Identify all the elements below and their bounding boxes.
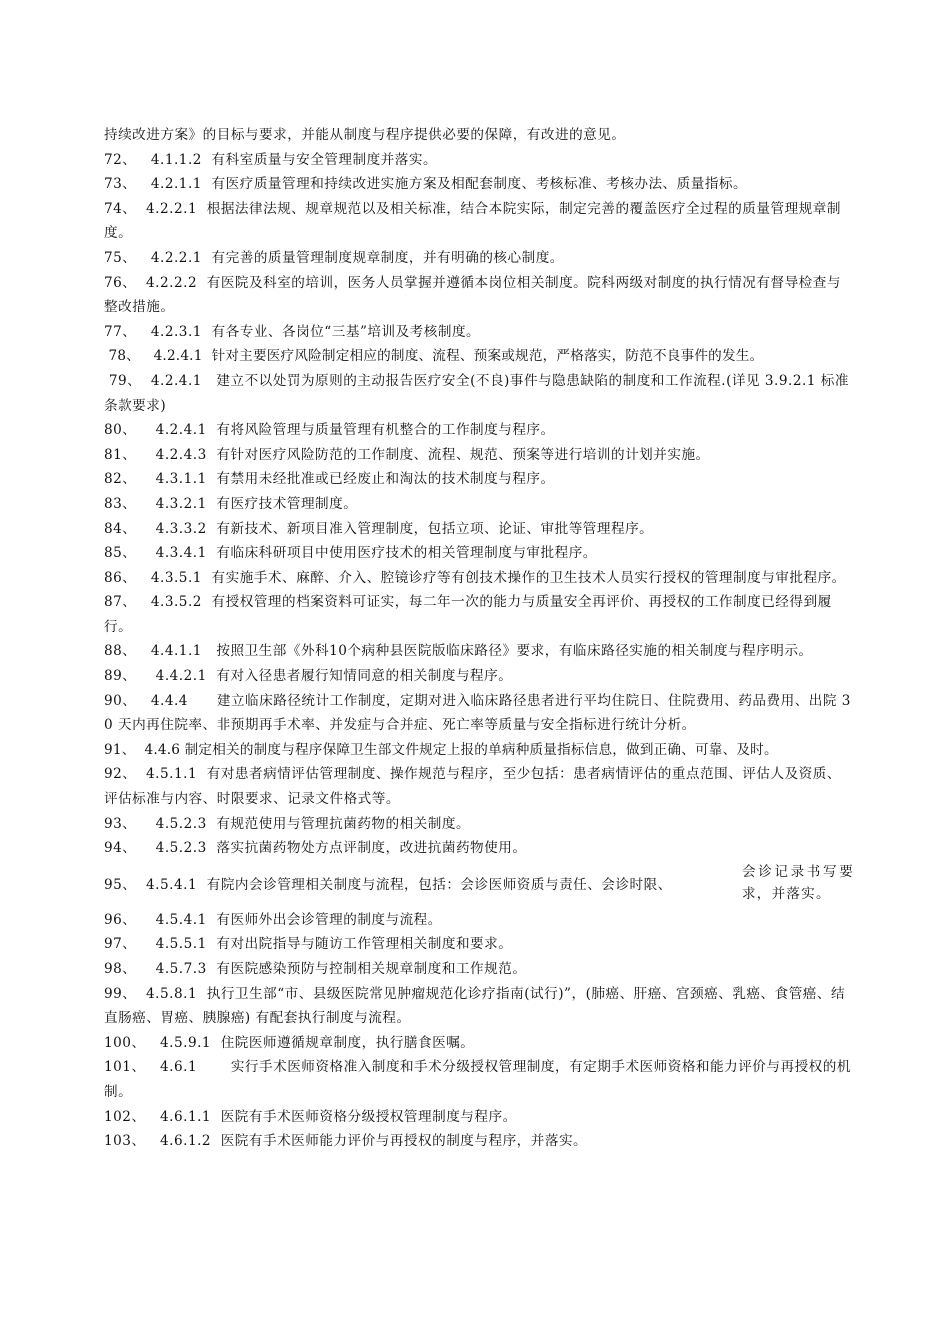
text-line: 91、 4.4.6 制定相关的制度与程序保障卫生部文件规定上报的单病种质量指标信息，做到正确、可靠、及时。: [104, 741, 778, 758]
text-line: 101、 4.6.1 实行手术医师资格准入制度和手术分级授权管理制度，有定期手术医师资格和能力评价与再授权的机制。: [104, 1059, 851, 1100]
text-line: 103、 4.6.1.2 医院有手术医师能力评价与再授权的制度与程序，并落实。: [104, 1133, 588, 1150]
text-line: 79、 4.2.4.1 建立不以处罚为原则的主动报告医疗安全(不良)事件与隐患缺陷的制度和工作流程.(详见 3.9.2.1 标准条款要求): [104, 372, 849, 414]
text-line-95: [104, 865, 852, 905]
text-line: 89、 4.4.2.1 有对入径患者履行知情同意的相关制度与程序。: [104, 668, 513, 685]
text-line: 76、 4.2.2.2 有医院及科室的培训，医务人员掌握并遵循本岗位相关制度。院科两级对制度的执行情况有督导检查与整改措施。: [104, 274, 841, 316]
text-line: 97、 4.5.5.1 有对出院指导与随访工作管理相关制度和要求。: [104, 936, 513, 953]
text-line: 99、 4.5.8.1 执行卫生部“市、县级医院常见肿瘤规范化诊疗指南(试行)”，(肺癌、肝癌、宫颈癌、乳癌、食管癌、结直肠癌、胃癌、胰腺癌) 有配套执行制度与流程。: [104, 985, 846, 1027]
text-line: 94、 4.5.2.3 落实抗菌药物处方点评制度，改进抗菌药物使用。: [104, 840, 527, 857]
text-line: 持续改进方案》的目标与要求，并能从制度与程序提供必要的保障，有改进的意见。: [104, 127, 626, 143]
text-line: 85、 4.3.4.1 有临床科研项目中使用医疗技术的相关管理制度与审批程序。: [104, 545, 597, 562]
text-line: 75、 4.2.2.1 有完善的质量管理制度规章制度，并有明确的核心制度。: [104, 249, 564, 266]
text-line: 72、 4.1.1.2 有科室质量与安全管理制度并落实。: [104, 151, 438, 168]
text-line: 84、 4.3.3.2 有新技术、新项目准入管理制度，包括立项、论证、审批等管理程序。: [104, 520, 654, 537]
text-line: 83、 4.3.2.1 有医疗技术管理制度。: [104, 495, 358, 512]
text-line: 98、 4.5.7.3 有医院感染预防与控制相关规章制度和工作规范。: [104, 961, 527, 977]
text-line: 82、 4.3.1.1 有禁用未经批准或已经废止和淘汰的技术制度与程序。: [104, 471, 555, 488]
text-line-95-side: 会诊记录书写要求，并落实。: [742, 863, 854, 902]
text-line: 77、 4.2.3.1 有各专业、各岗位“三基”培训及考核制度。: [104, 323, 481, 340]
text-line: 87、 4.3.5.2 有授权管理的档案资料可证实，每二年一次的能力与质量安全再评价、再授权的工作制度已经得到履行。: [104, 594, 832, 635]
text-line: 78、 4.2.4.1 针对主要医疗风险制定相应的制度、流程、预案或规范，严格落实，防范不良事件的发生。: [104, 348, 764, 365]
text-line: 88、 4.4.1.1 按照卫生部《外科10个病种县医院版临床路径》要求，有临床路径实施的相关制度与程序明示。: [104, 643, 813, 660]
text-line: 90、 4.4.4 建立临床路径统计工作制度，定期对进入临床路径患者进行平均住院日、住院费用、药品费用、出院 30 天内再住院率、非预期再手术率、并发症与合并症、死亡率等质量与安全指标进行统计分析。: [104, 692, 851, 734]
text-line: 96、 4.5.4.1 有医师外出会诊管理的制度与流程。: [104, 911, 442, 928]
text-line: 81、 4.2.4.3 有针对医疗风险防范的工作制度、流程、规范、预案等进行培训的计划并实施。: [104, 446, 710, 463]
text-line: 93、 4.5.2.3 有规范使用与管理抗菌药物的相关制度。: [104, 815, 471, 832]
text-line: 92、 4.5.1.1 有对患者病情评估管理制度、操作规范与程序，至少包括：患者病情评估的重点范围、评估人及资质、评估标准与内容、时限要求、记录文件格式等。: [104, 766, 841, 808]
text-line: 100、 4.5.9.1 住院医师遵循规章制度，执行膳食医嘱。: [104, 1034, 475, 1051]
document-body: [104, 123, 852, 1154]
text-line: 86、 4.3.5.1 有实施手术、麻醉、介入、腔镜诊疗等有创技术操作的卫生技术人员实行授权的管理制度与审批程序。: [104, 569, 846, 586]
text-line-95-main: 95、 4.5.4.1 有院内会诊管理相关制度与流程，包括：会诊医师资质与责任、会诊时限、: [104, 876, 672, 893]
text-line: 73、 4.2.1.1 有医疗质量管理和持续改进实施方案及相配套制度、考核标准、考核办法、质量指标。: [104, 176, 748, 193]
text-line: 102、 4.6.1.1 医院有手术医师资格分级授权管理制度与程序。: [104, 1108, 517, 1125]
text-line: 74、 4.2.2.1 根据法律法规、规章规范以及相关标准，结合本院实际，制定完善的覆盖医疗全过程的质量管理规章制度。: [104, 200, 841, 242]
text-line: 80、 4.2.4.1 有将风险管理与质量管理有机整合的工作制度与程序。: [104, 422, 555, 439]
